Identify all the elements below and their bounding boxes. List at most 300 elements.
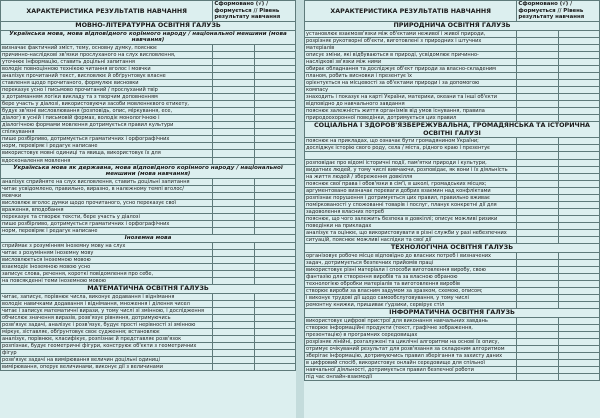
level-cell[interactable] [558,324,599,331]
formed-mark-cell[interactable] [213,129,254,136]
formed-mark-cell[interactable] [213,178,254,185]
level-cell[interactable] [558,331,599,338]
left-page [0,0,296,418]
result-row [1,80,296,87]
result-row [305,173,600,180]
formed-mark-cell[interactable] [517,194,558,201]
result-row [305,324,600,331]
formed-mark-cell[interactable] [517,287,558,294]
result-description: аналізує та оцінює, що використовувати в різні служби у разі небезпечних [305,230,517,237]
level-cell[interactable] [558,273,599,280]
result-description: задач, дотримується безпечних прийомів праці [305,259,517,266]
result-description: діалог) в усній і письмовій формах, володіє монологічною і [1,115,213,122]
result-description: переказує та створює тексти, бере участь у діалозі [1,214,213,221]
formed-mark-cell[interactable] [517,145,558,152]
formed-mark-cell[interactable] [517,324,558,331]
result-row [1,122,296,129]
formed-mark-cell[interactable] [213,357,254,364]
section-heading-row [305,244,600,253]
level-cell[interactable] [558,115,599,122]
formed-mark-cell[interactable] [213,228,254,235]
level-cell[interactable] [254,335,295,342]
formed-mark-cell[interactable] [213,65,254,72]
formed-mark-cell[interactable] [213,277,254,284]
level-cell[interactable] [254,263,295,270]
level-cell[interactable] [558,180,599,187]
level-cell[interactable] [254,249,295,256]
formed-mark-cell[interactable] [517,273,558,280]
formed-mark-cell[interactable] [517,79,558,86]
level-cell[interactable] [558,51,599,58]
formed-mark-cell[interactable] [517,173,558,180]
level-cell[interactable] [558,79,599,86]
result-description: розпізнає, будує геометричні фігури, конструює об'єкти з геометричних [1,342,213,349]
result-description: аналізує сприйняте на слух висловлення, ставить доцільні запитання [1,178,213,185]
result-description: аргументовано визначає переваги добрих взаємин над конфліктами [305,187,517,194]
result-description: використовує різні матеріали і способи виготовлення виробу, свою [305,266,517,273]
level-cell[interactable] [558,37,599,44]
formed-mark-cell[interactable] [213,321,254,328]
formed-mark-cell[interactable] [213,87,254,94]
result-description: читає усвідомлено, правильно, виразно, в належному темпі вголос/ [1,185,213,192]
result-row [1,58,296,65]
formed-mark-cell[interactable] [213,242,254,249]
result-description: отримує очікуваний результат для розв'язання за складеним алгоритмом [305,345,517,352]
level-cell[interactable] [558,138,599,145]
result-description: з дотриманням логіки викладу та з творчим доповненням [1,94,213,101]
formed-mark-cell[interactable] [517,352,558,359]
formed-mark-cell[interactable] [213,307,254,314]
formed-mark-cell[interactable] [213,185,254,192]
result-row [305,108,600,115]
level-cell[interactable] [558,108,599,115]
level-cell[interactable] [254,314,295,321]
section-heading-row [305,22,600,31]
level-cell[interactable] [558,366,599,373]
result-description: і виконує трудові дії щодо самообслуговування, у тому числі [305,294,517,301]
level-cell[interactable] [558,374,599,381]
level-cell[interactable] [254,51,295,58]
level-cell[interactable] [254,157,295,164]
formed-mark-cell[interactable] [517,331,558,338]
formed-mark-cell[interactable] [213,44,254,51]
result-row [305,152,600,159]
result-description: переказує усно і письмово прочитаний / прослуханий твір [1,87,213,94]
level-cell[interactable] [558,94,599,101]
level-cell[interactable] [254,185,295,192]
result-row [305,145,600,152]
formed-mark-cell[interactable] [517,201,558,208]
result-row [305,180,600,187]
table-header [305,1,600,22]
result-description: пояснює, що чого залежить безпека в довкіллі; описує можливі ризики [305,215,517,222]
section-heading-row [1,285,296,294]
formed-mark-cell[interactable] [517,230,558,237]
formed-mark-cell[interactable] [517,115,558,122]
level-cell[interactable] [254,150,295,157]
formed-mark-cell[interactable] [213,263,254,270]
right-page [304,0,600,418]
level-cell[interactable] [254,87,295,94]
formed-mark-cell[interactable] [517,259,558,266]
formed-mark-cell[interactable] [517,138,558,145]
formed-mark-cell[interactable] [517,374,558,381]
left-table [0,0,296,371]
level-cell[interactable] [558,230,599,237]
level-cell[interactable] [254,277,295,284]
level-cell[interactable] [558,359,599,366]
result-row [1,199,296,206]
formed-mark-cell[interactable] [517,252,558,259]
level-cell[interactable] [558,345,599,352]
formed-mark-cell[interactable] [517,65,558,72]
result-description: враження, вподобання [1,206,213,213]
level-cell[interactable] [558,352,599,359]
level-cell[interactable] [558,280,599,287]
result-row [1,115,296,122]
result-row [1,94,296,101]
result-row [305,115,600,122]
level-cell[interactable] [254,228,295,235]
result-row [305,302,600,309]
level-cell[interactable] [254,199,295,206]
formed-mark-cell[interactable] [213,314,254,321]
result-description: читає і записує математичні вирази, у тому числі зі змінною, і дослідження [1,307,213,314]
level-cell[interactable] [254,307,295,314]
result-description: ситуацій, пояснює можливі наслідки та свої дії [305,237,517,244]
right-table-body [305,1,600,381]
level-cell[interactable] [254,101,295,108]
result-description: презентацію) в програмних середовищах [305,331,517,338]
formed-mark-cell[interactable] [213,143,254,150]
formed-mark-cell[interactable] [213,80,254,87]
level-cell[interactable] [254,136,295,143]
level-cell[interactable] [558,208,599,215]
result-description: використовує мовні одиниці та явища, використовує їх для [1,150,213,157]
result-row [305,101,600,108]
result-row [305,338,600,345]
result-description: ставлення щодо прочитаного, формулює висновки [1,80,213,87]
level-cell[interactable] [558,237,599,244]
section-title: СОЦІАЛЬНА І ЗДОРОВ'ЯЗБЕРЕЖУВАЛЬНА, ГРОМАДЯНСЬКА ТА ІСТОРИЧНА ОСВІТНІ ГАЛУЗІ [305,122,600,138]
result-description: володіє навичками додавання і віднімання, множення і ділення чисел [1,300,213,307]
header-level: Сформовано (√) / формується // Рівень результату навчання [517,1,600,22]
formed-mark-cell[interactable] [517,86,558,93]
formed-mark-cell[interactable] [213,349,254,356]
result-row [1,307,296,314]
level-cell[interactable] [558,222,599,229]
level-cell[interactable] [254,300,295,307]
formed-mark-cell[interactable] [517,159,558,166]
formed-mark-cell[interactable] [213,122,254,129]
header-characteristics: ХАРАКТЕРИСТИКА РЕЗУЛЬТАТІВ НАВЧАННЯ [1,1,213,22]
result-row [1,108,296,115]
level-cell[interactable] [558,101,599,108]
level-cell[interactable] [558,338,599,345]
level-cell[interactable] [254,94,295,101]
formed-mark-cell[interactable] [213,94,254,101]
level-cell[interactable] [254,293,295,300]
result-description: організовує робоче місце відповідно до власних потреб і визначених [305,252,517,259]
result-description: знаходить і показує на карті України, материки, океани та інші об'єкти [305,94,517,101]
level-cell[interactable] [558,44,599,51]
result-row [1,206,296,213]
formed-mark-cell[interactable] [517,302,558,309]
subsection-heading-row [1,164,296,178]
result-description: сприймає з розумінням іноземну мову на слух [1,242,213,249]
formed-mark-cell[interactable] [517,208,558,215]
formed-mark-cell[interactable] [213,342,254,349]
level-cell[interactable] [558,86,599,93]
result-row [305,159,600,166]
level-cell[interactable] [558,159,599,166]
formed-mark-cell[interactable] [213,328,254,335]
result-row [305,252,600,259]
level-cell[interactable] [254,72,295,79]
formed-mark-cell[interactable] [213,199,254,206]
result-row [305,30,600,37]
level-cell[interactable] [254,321,295,328]
level-cell[interactable] [254,108,295,115]
result-description: висловлюється іноземною мовою [1,256,213,263]
formed-mark-cell[interactable] [517,317,558,324]
result-description: норм, перевіряє і редагує написане [1,228,213,235]
level-cell[interactable] [558,317,599,324]
level-cell[interactable] [254,143,295,150]
level-cell[interactable] [558,287,599,294]
formed-mark-cell[interactable] [517,215,558,222]
formed-mark-cell[interactable] [517,44,558,51]
formed-mark-cell[interactable] [517,180,558,187]
level-cell[interactable] [254,65,295,72]
result-description: розв'язує задачі на вимірювання величин доцільні одиниці [1,357,213,364]
result-row [305,345,600,352]
formed-mark-cell[interactable] [213,115,254,122]
formed-mark-cell[interactable] [213,300,254,307]
level-cell[interactable] [254,214,295,221]
level-cell[interactable] [254,129,295,136]
header-level: Сформовано (√) / формується // Рівень результату навчання [213,1,296,22]
result-row [305,287,600,294]
result-row [305,51,600,58]
level-cell[interactable] [254,364,295,371]
result-row [305,94,600,101]
formed-mark-cell[interactable] [213,335,254,342]
result-row [305,294,600,301]
level-cell[interactable] [558,72,599,79]
result-description: фігур [1,349,213,356]
result-description: пише розбірливо, дотримується граматичних і орфографічних [1,136,213,143]
level-cell[interactable] [558,302,599,309]
level-cell[interactable] [558,194,599,201]
formed-mark-cell[interactable] [517,366,558,373]
formed-mark-cell[interactable] [213,249,254,256]
result-row [305,352,600,359]
level-cell[interactable] [558,259,599,266]
level-cell[interactable] [558,173,599,180]
result-description: навчальної діяльності, дотримується правил безпечної роботи [305,366,517,373]
formed-mark-cell[interactable] [213,72,254,79]
level-cell[interactable] [558,252,599,259]
formed-mark-cell[interactable] [213,58,254,65]
formed-mark-cell[interactable] [517,108,558,115]
result-row [1,129,296,136]
formed-mark-cell[interactable] [213,51,254,58]
formed-mark-cell[interactable] [213,206,254,213]
formed-mark-cell[interactable] [517,101,558,108]
result-row [1,321,296,328]
level-cell[interactable] [558,30,599,37]
level-cell[interactable] [254,115,295,122]
level-cell[interactable] [254,357,295,364]
level-cell[interactable] [254,328,295,335]
result-row [1,221,296,228]
formed-mark-cell[interactable] [517,72,558,79]
formed-mark-cell[interactable] [517,152,558,159]
formed-mark-cell[interactable] [213,136,254,143]
result-row [1,263,296,270]
subsection-heading-row [1,235,296,243]
level-cell[interactable] [254,221,295,228]
formed-mark-cell[interactable] [213,293,254,300]
result-row [305,273,600,280]
level-cell[interactable] [558,65,599,72]
level-cell[interactable] [558,166,599,173]
formed-mark-cell[interactable] [517,187,558,194]
formed-mark-cell[interactable] [517,58,558,65]
result-description: планом, робить висновки і презентує їх [305,72,517,79]
result-description: досліджує історію свого роду, села / міста, рідного краю і презентує [305,145,517,152]
result-row [305,194,600,201]
level-cell[interactable] [558,58,599,65]
result-description: спілкування [1,129,213,136]
result-description: висловлює вголос думки щодо прочитаного, усно переказує свої [1,199,213,206]
formed-mark-cell[interactable] [517,338,558,345]
result-description: створює вироби за власним задумом за зразком, схемою, описом; [305,287,517,294]
result-row [305,166,600,173]
result-description: пояснює на прикладах, що означає бути громадянином України; [305,138,517,145]
result-description: природоохоронної поведінки, дотримується цих правил [305,115,517,122]
book-gutter [296,0,304,418]
formed-mark-cell[interactable] [213,108,254,115]
formed-mark-cell[interactable] [213,192,254,199]
result-row [305,331,600,338]
result-description: під час онлайн-взаємодії [305,374,517,381]
level-cell[interactable] [254,256,295,263]
result-row [1,51,296,58]
formed-mark-cell[interactable] [213,214,254,221]
result-row [1,242,296,249]
formed-mark-cell[interactable] [517,280,558,287]
result-row [305,208,600,215]
formed-mark-cell[interactable] [213,364,254,371]
formed-mark-cell[interactable] [213,157,254,164]
formed-mark-cell[interactable] [517,30,558,37]
formed-mark-cell[interactable] [517,345,558,352]
result-row [1,349,296,356]
level-cell[interactable] [254,80,295,87]
result-row [1,364,296,371]
level-cell[interactable] [558,294,599,301]
result-row [1,65,296,72]
result-description: поведінки на прикладах [305,222,517,229]
level-cell[interactable] [254,206,295,213]
level-cell[interactable] [558,266,599,273]
result-row [305,230,600,237]
level-cell[interactable] [558,201,599,208]
result-row [1,214,296,221]
result-description: створює інформаційні продукти (текст, графічне зображення, [305,324,517,331]
result-description: обчислює значення виразів, розв'язує рівняння, дотримуючись [1,314,213,321]
result-description: вимірювання, оперує величинами, виконує дії з величинами [1,364,213,371]
result-row [1,335,296,342]
level-cell[interactable] [254,349,295,356]
result-description: на життя людей / збереження довкілля [305,173,517,180]
level-cell[interactable] [254,122,295,129]
level-cell[interactable] [254,178,295,185]
result-row [305,222,600,229]
result-description: технологією обробки матеріалів та виготовлення виробів [305,280,517,287]
result-description: розрізняє лінійні, розгалужені та циклічні алгоритми на основі їх опису, [305,338,517,345]
level-cell[interactable] [254,58,295,65]
formed-mark-cell[interactable] [517,37,558,44]
level-cell[interactable] [558,187,599,194]
section-heading-row [1,22,296,31]
result-row [305,86,600,93]
result-description: діалогічною формами мовлення дотримується правил культури [1,122,213,129]
level-cell[interactable] [254,192,295,199]
result-row [305,58,600,65]
section-heading-row [305,309,600,318]
result-description: причинно-наслідкові зв'язки прослуханого на слух висловлення, [1,51,213,58]
result-description: в цифровий спосіб, використовує онлайн середовище для спільної [305,359,517,366]
result-description: читає з розумінням іноземну мову [1,249,213,256]
result-description: записує слова, речення, короткі повідомлення про себе, [1,270,213,277]
level-cell[interactable] [558,145,599,152]
formed-mark-cell[interactable] [517,294,558,301]
result-row [1,256,296,263]
result-row [305,266,600,273]
level-cell[interactable] [254,270,295,277]
section-title: МАТЕМАТИЧНА ОСВІТНЯ ГАЛУЗЬ [1,285,296,294]
formed-mark-cell[interactable] [213,270,254,277]
result-row [305,215,600,222]
formed-mark-cell[interactable] [213,256,254,263]
level-cell[interactable] [558,152,599,159]
result-row [305,79,600,86]
formed-mark-cell[interactable] [213,101,254,108]
level-cell[interactable] [254,44,295,51]
formed-mark-cell[interactable] [213,221,254,228]
formed-mark-cell[interactable] [517,94,558,101]
formed-mark-cell[interactable] [517,266,558,273]
result-description: відповідно до навчального завдання [305,101,517,108]
formed-mark-cell[interactable] [213,150,254,157]
formed-mark-cell[interactable] [517,166,558,173]
formed-mark-cell[interactable] [517,359,558,366]
formed-mark-cell[interactable] [517,222,558,229]
level-cell[interactable] [558,215,599,222]
result-row [1,178,296,185]
level-cell[interactable] [254,242,295,249]
result-description: на повсякденні теми іноземною мовою [1,277,213,284]
formed-mark-cell[interactable] [517,51,558,58]
result-row [1,228,296,235]
result-description: мовчки [1,192,213,199]
level-cell[interactable] [254,342,295,349]
result-description: міркує, зіставляє, обґрунтовує своє судження; встановлює [1,328,213,335]
formed-mark-cell[interactable] [517,237,558,244]
